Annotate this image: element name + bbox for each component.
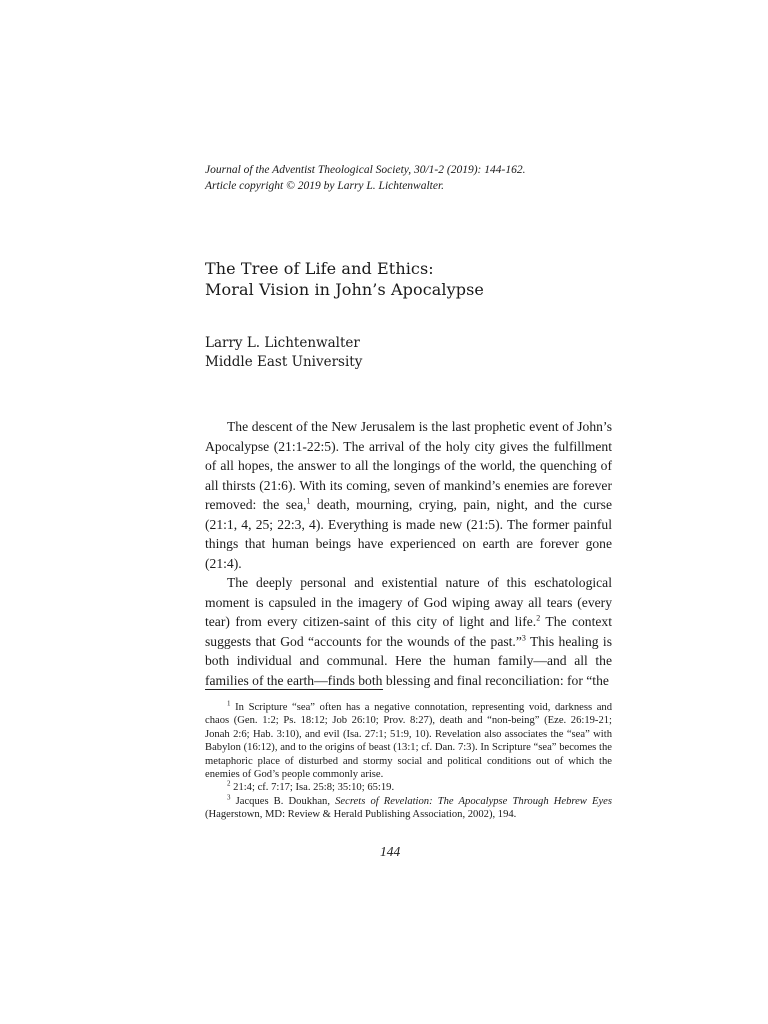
footnote-book-title: Secrets of Revelation: The Apocalypse Through Hebrew Eyes [335,795,612,807]
footnote-text: In Scripture “sea” often has a negative connotation, representing void, darkness and chaos (Gen. 1:2; Ps. 18:12; Job 26:10; Prov. 8:27), death and “non-being” (Eze. 26:19-21; Jonah 2:6; Hab. 3:10), and evil (Isa. 27:1; 51:9, 10). Revelation also associates the “sea” with Babylon (16:12), and to the origins of beast (13:1; cf. Dan. 7:3). In Scripture “sea” becomes the metaphoric place of disturbed and stormy social and political conditions out of which the enemies of God’s people commonly arise. [205,702,612,781]
author-block [205,334,585,372]
footnote-3 [205,795,612,822]
footnote-mark: 1 [227,699,231,708]
footnote-ref-2[interactable]: 2 [536,613,541,623]
footnote-ref-1[interactable]: 1 [306,496,311,506]
body-paragraph-2 [205,573,612,690]
article-title-line-2: Moral Vision in John’s Apocalypse [205,280,485,299]
page-number: 144 [380,844,401,859]
footnote-mark: 3 [227,793,231,802]
footnotes [205,701,612,822]
author-affiliation: Middle East University [205,354,363,370]
footnote-mark: 2 [227,779,231,788]
article-body [205,417,612,690]
body-paragraph-1 [205,417,612,573]
footnote-1 [205,701,612,781]
body-text-run: This healing is both individual and communal. Here the human family—and all the families of the earth—finds both blessing and final reconciliation: for “the [205,633,612,688]
body-text-run: The descent of the New Jerusalem is the last prophetic event of John’s Apocalypse (21:1-22:5). The arrival of the holy city gives the fulfillment of all hopes, the answer to all the longings of the world, the quenching of all thirsts (21:6). With its coming, seven of mankind’s enemies are forever removed: the sea, [205,419,612,512]
body-text-run: The deeply personal and existential nature of this eschatological moment is capsuled in the imagery of God wiping away all tears (every tear) from every citizen-saint of this city of light and life. [205,575,612,629]
author-name: Larry L. Lichtenwalter [205,335,360,351]
footnote-text: (Hagerstown, MD: Review & Herald Publishing Association, 2002), 194. [205,809,517,821]
footnote-2 [205,781,612,794]
body-text-run: death, mourning, crying, pain, night, and the curse (21:1, 4, 25; 22:3, 4). Everything is made new (21:5). The former painful things that human beings have experienced on earth are forever gone (21:4). [205,497,612,571]
footnote-text: Jacques B. Doukhan, [230,795,336,807]
footnote-text: 21:4; cf. 7:17; Isa. 25:8; 35:10; 65:19. [230,782,395,794]
footnote-ref-3[interactable]: 3 [521,632,526,642]
journal-header [205,163,605,194]
article-title [205,258,585,300]
article-copyright: Article copyright © 2019 by Larry L. Lichtenwalter. [205,179,445,192]
article-title-line-1: The Tree of Life and Ethics: [205,259,434,278]
footnote-divider [205,689,383,690]
journal-citation: Journal of the Adventist Theological Society, 30/1-2 (2019): 144-162. [205,164,526,176]
body-text-run: The context suggests that God “accounts for the wounds of the past.” [205,614,612,649]
